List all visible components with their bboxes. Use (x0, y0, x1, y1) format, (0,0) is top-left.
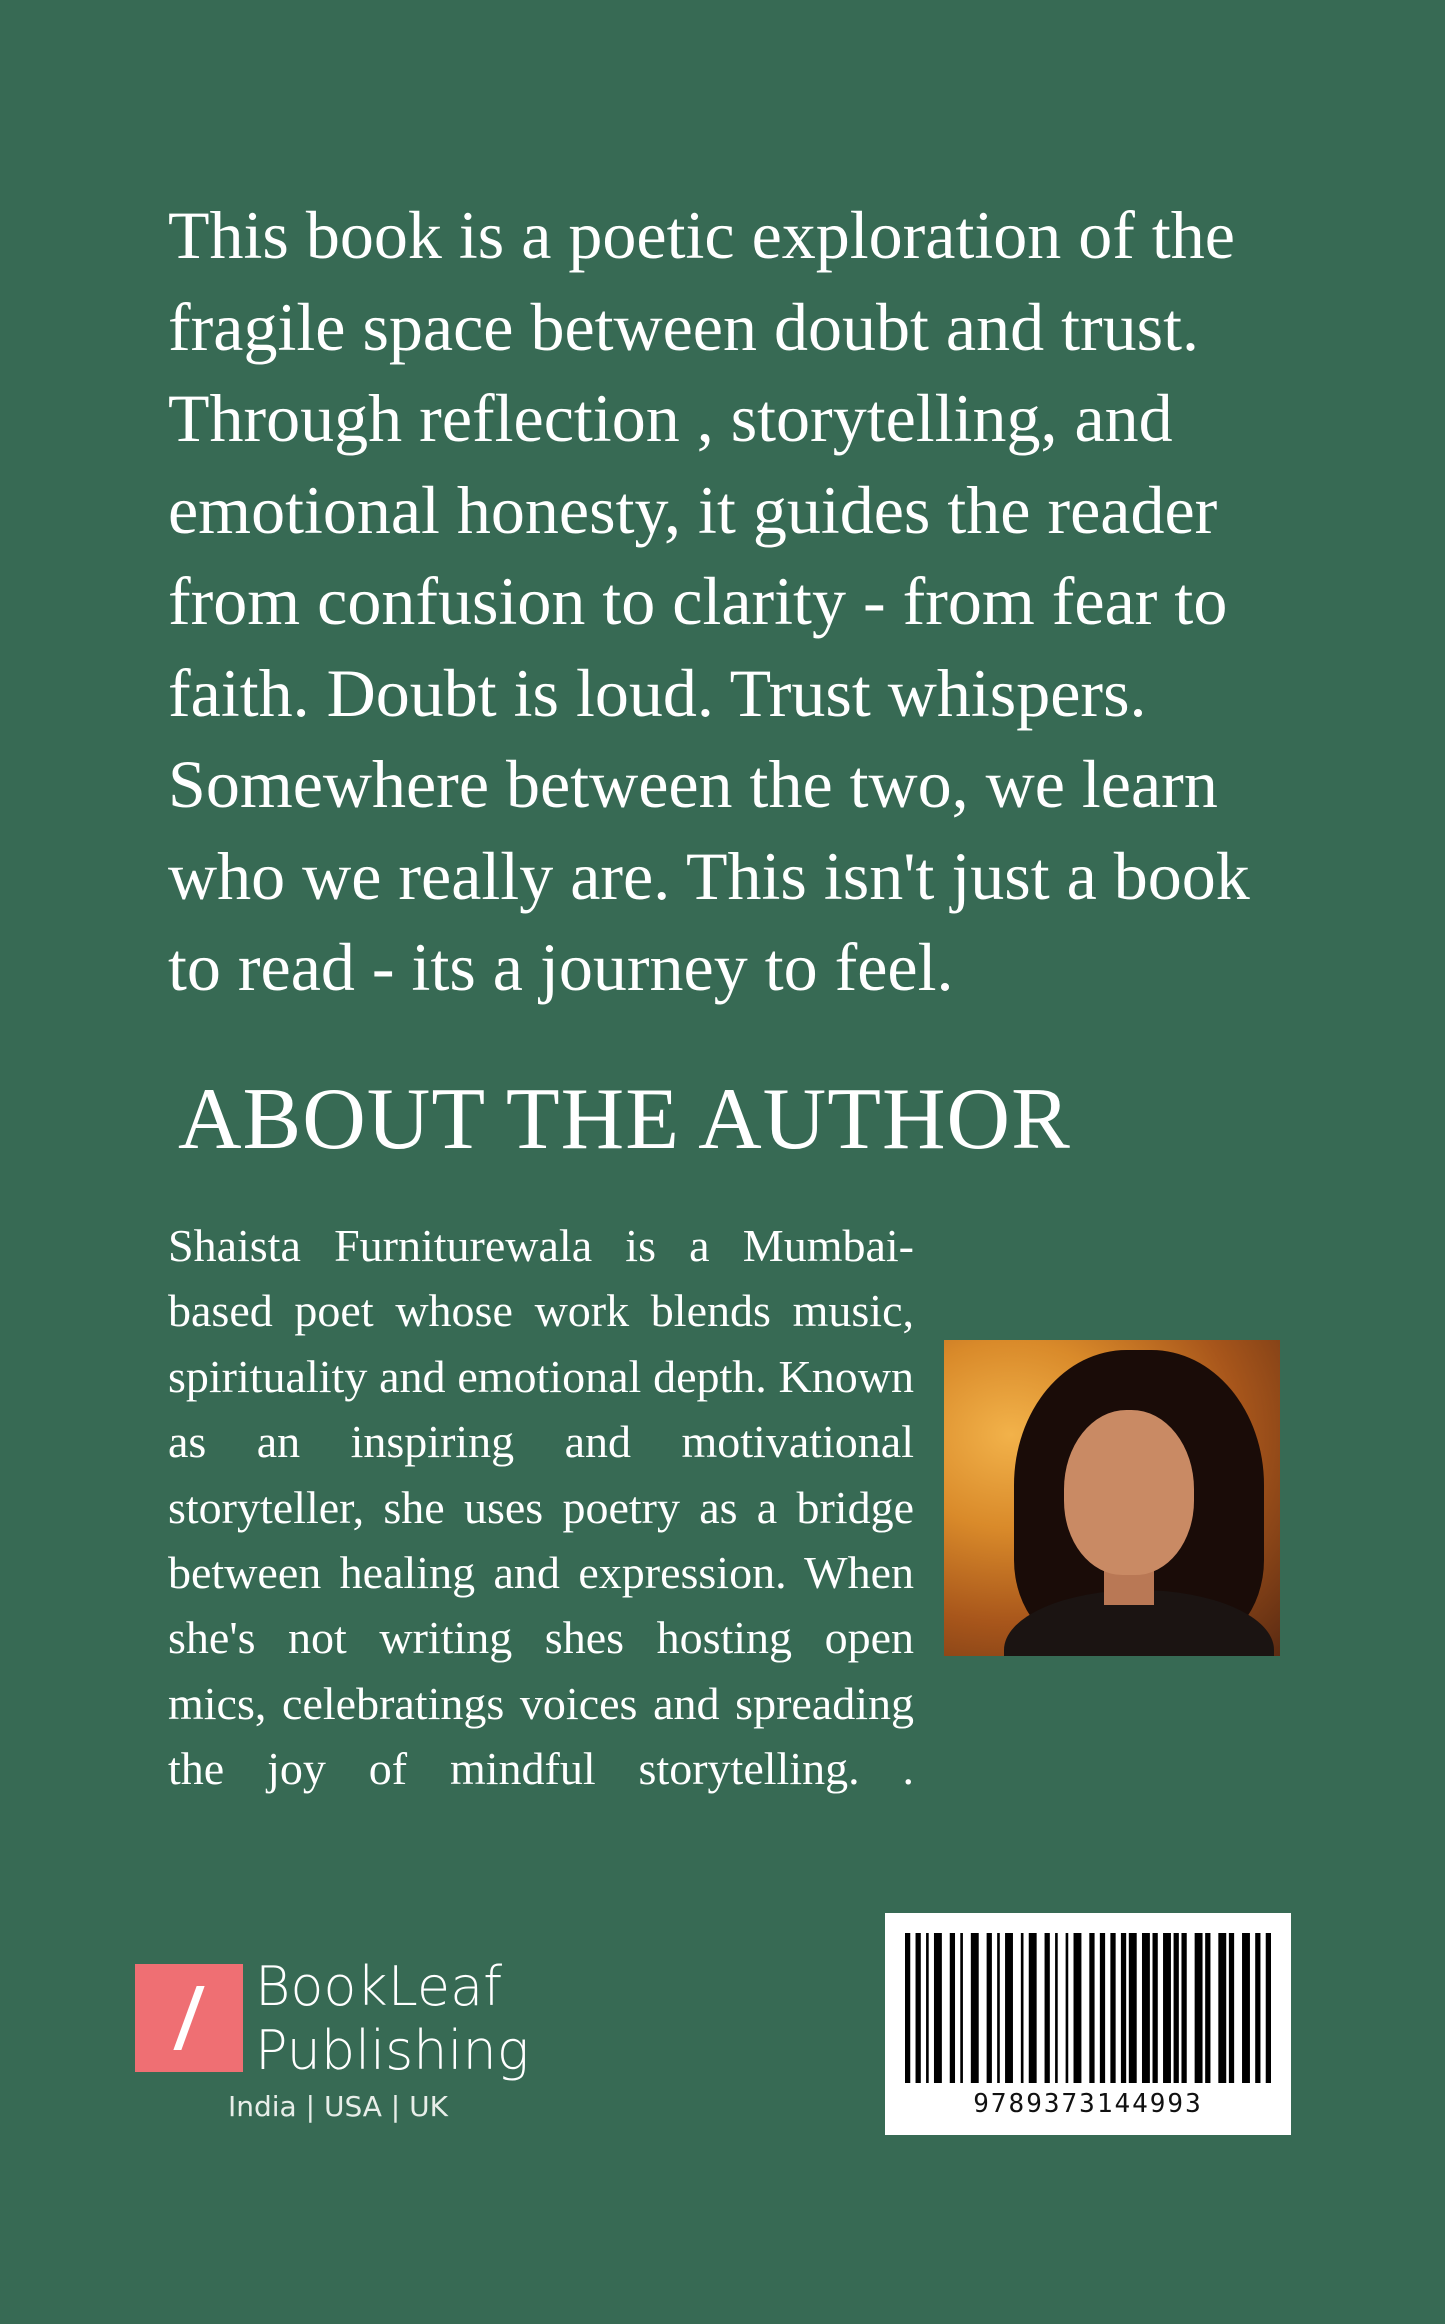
isbn-number: 9789373144993 (973, 2089, 1203, 2119)
slash-icon (173, 1986, 204, 2050)
barcode-bar (1163, 1933, 1171, 2083)
barcode-bar (1066, 1933, 1069, 2083)
barcode-bar (1195, 1933, 1203, 2083)
barcode-bar (1055, 1933, 1058, 2083)
author-photo-face (1064, 1410, 1194, 1575)
publisher-name-line1: BookLeaf (255, 1955, 503, 2018)
barcode-bar (916, 1933, 921, 2083)
barcode-bar (960, 1933, 963, 2083)
barcode-bar (1205, 1933, 1210, 2083)
barcode-bar (971, 1933, 979, 2083)
publisher-regions: India | USA | UK (228, 2090, 448, 2123)
barcode-bar (987, 1933, 992, 2083)
barcode-bar (926, 1933, 929, 2083)
barcode-bar (997, 1933, 1000, 2083)
barcode-bar (1266, 1933, 1271, 2083)
barcode-bar (950, 1933, 955, 2083)
barcode-bar (1255, 1933, 1260, 2083)
barcode-bar (905, 1933, 910, 2083)
isbn-barcode (885, 1913, 1291, 2135)
barcode-bar (1153, 1933, 1158, 2083)
barcode-bar (1218, 1933, 1226, 2083)
barcode-bar (1110, 1933, 1115, 2083)
barcode-bar (1242, 1933, 1250, 2083)
barcode-bar (1174, 1933, 1179, 2083)
barcode-bar (1100, 1933, 1105, 2083)
author-bio-text: Shaista Furniturewala is a Mumbai-based poet whose work blends music, spirituality and emotional depth. Known as an inspiring and motivational storyteller, she uses poetry as a bridge between healing and expression. When she's not writing shes hosting open mics, celebratings voices and spreading the joy of mindful storytelling. (168, 1220, 914, 1795)
barcode-bar (1045, 1933, 1050, 2083)
barcode-bar (1181, 1933, 1186, 2083)
publisher-name (255, 1955, 529, 2083)
barcode-bar (1021, 1933, 1024, 2083)
barcode-bar (1142, 1933, 1150, 2083)
barcode-bar (1121, 1933, 1126, 2083)
barcode-bar (934, 1933, 942, 2083)
author-bio (168, 1213, 914, 1802)
barcode-bars (905, 1933, 1271, 2083)
barcode-bar (1129, 1933, 1137, 2083)
about-author-heading: ABOUT THE AUTHOR (178, 1071, 1071, 1168)
bio-trailing-mark: . (902, 1743, 914, 1795)
barcode-bar (1089, 1933, 1094, 2083)
publisher-logo (135, 1964, 243, 2072)
barcode-bar (1029, 1933, 1037, 2083)
barcode-bar (1074, 1933, 1082, 2083)
barcode-bar (1229, 1933, 1234, 2083)
author-photo (944, 1340, 1280, 1656)
publisher-name-line2: Publishing (255, 2019, 530, 2082)
barcode-bar (1005, 1933, 1013, 2083)
book-blurb: This book is a poetic exploration of the fragile space between doubt and trust. Through reflection , storytelling, and emotional honesty, it guides the reader from confusion to clarity - from fear to faith. Doubt is loud. Trust whispers. Somewhere between the two, we learn who we really are. This isn't just a book to read - its a journey to feel. (168, 197, 1250, 1005)
